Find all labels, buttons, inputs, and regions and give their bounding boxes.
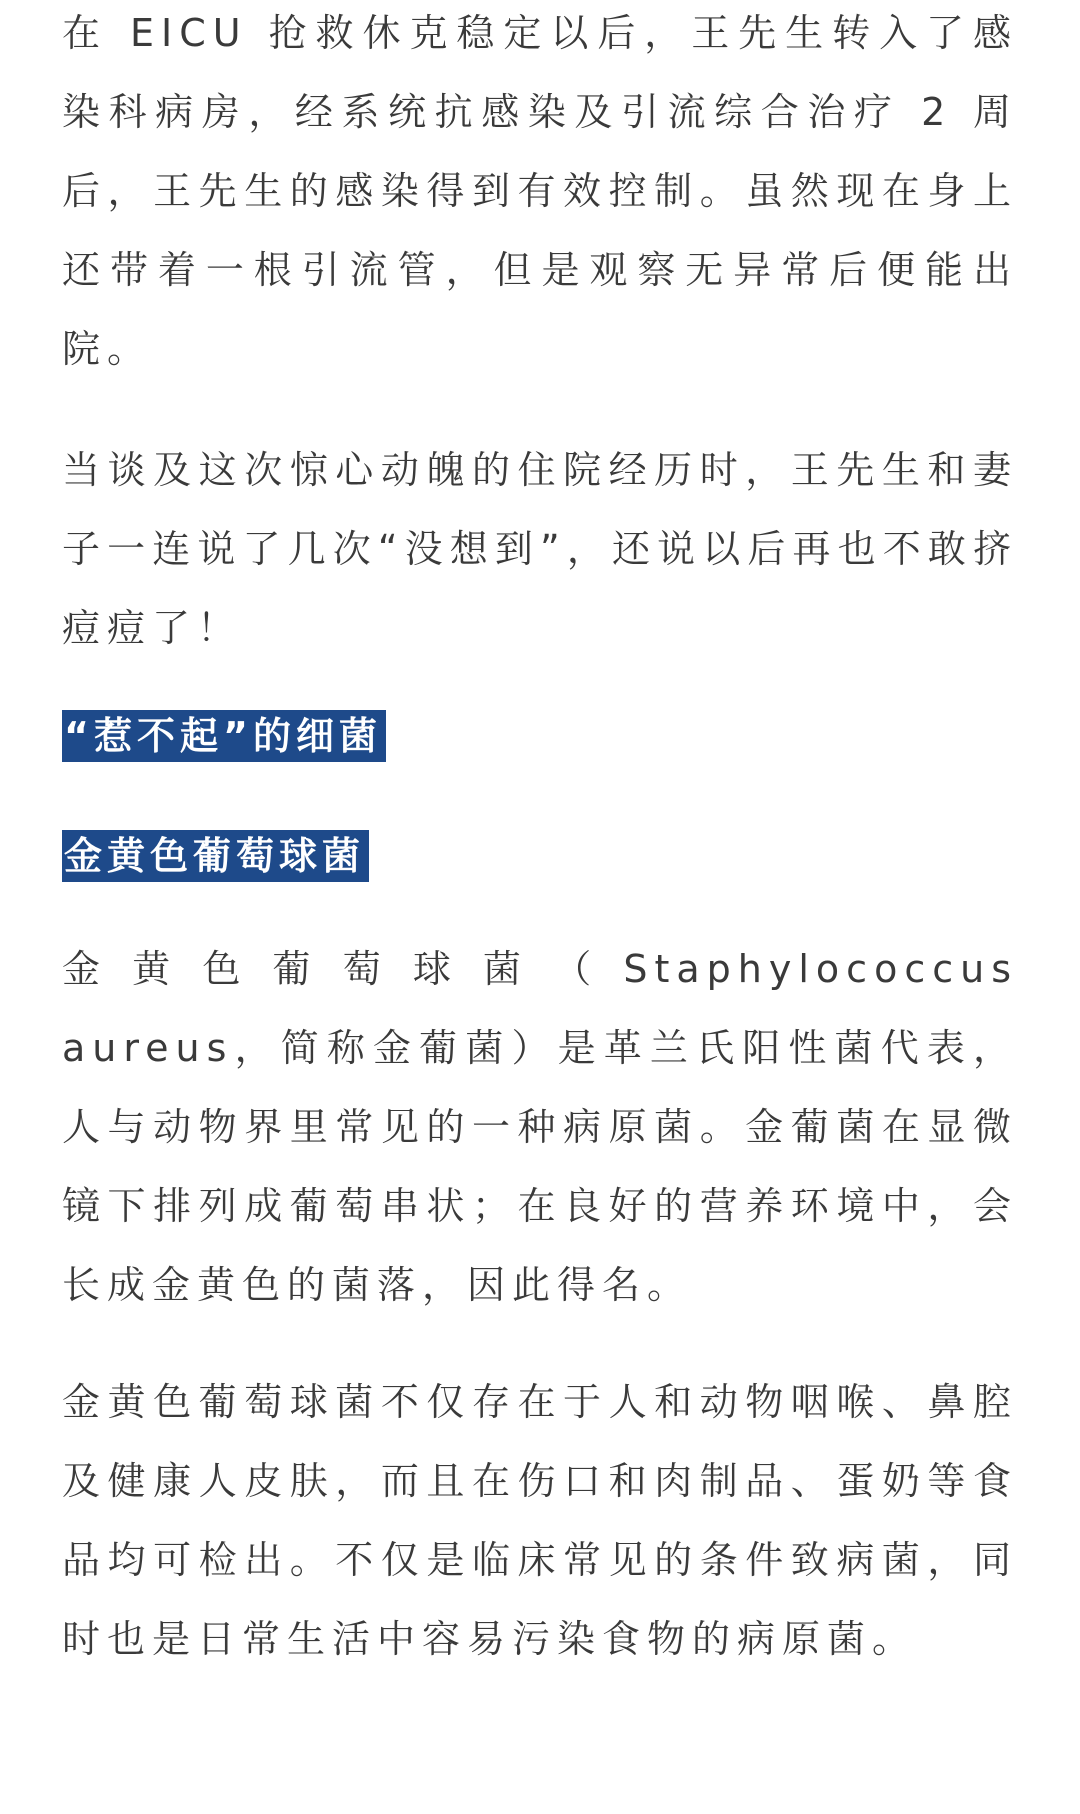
article-body — [62, 0, 1018, 1679]
paragraph-staph-definition: 金黄色葡萄球菌（Staphylococcus aureus，简称金葡菌）是革兰氏阳性菌代表，人与动物界里常见的一种病原菌。金葡菌在显微镜下排列成葡萄串状；在良好的营养环境中，会长成金黄色的菌落，因此得名。 — [62, 947, 1018, 1307]
paragraph-reflection: 当谈及这次惊心动魄的住院经历时，王先生和妻子一连说了几次“没想到”，还说以后再也不敢挤痘痘了！ — [62, 448, 1018, 650]
section-heading-staph-wrap — [62, 830, 1018, 882]
paragraph-recovery: 在 EICU 抢救休克稳定以后，王先生转入了感染科病房，经系统抗感染及引流综合治疗 2 周后，王先生的感染得到有效控制。虽然现在身上还带着一根引流管，但是观察无异常后便能出院。 — [62, 11, 1018, 371]
section-heading-bacteria-wrap — [62, 710, 1018, 762]
section-heading-bacteria: “惹不起”的细菌 — [62, 710, 386, 762]
paragraph-staph-sources: 金黄色葡萄球菌不仅存在于人和动物咽喉、鼻腔及健康人皮肤，而且在伤口和肉制品、蛋奶等食品均可检出。不仅是临床常见的条件致病菌，同时也是日常生活中容易污染食物的病原菌。 — [62, 1380, 1018, 1661]
section-heading-staph: 金黄色葡萄球菌 — [62, 830, 369, 882]
